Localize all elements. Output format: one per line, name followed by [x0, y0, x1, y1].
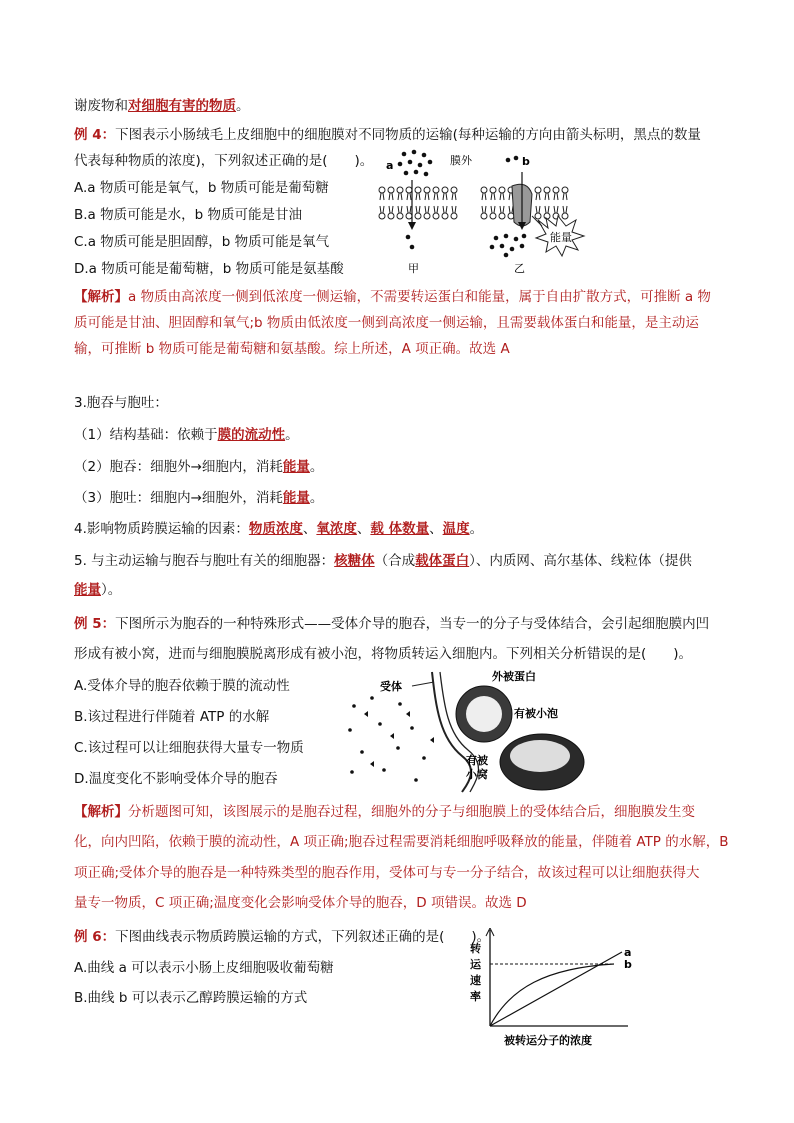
text: 5. 与主动运输与胞吞与胞吐有关的细胞器： — [74, 553, 335, 569]
ex5-option-c — [74, 738, 304, 758]
question-stem: 代表每种物质的浓度)，下列叙述正确的是( )。 — [74, 153, 374, 169]
text: 4.影响物质跨膜运输的因素： — [74, 521, 249, 537]
ex4-membrane-figure — [372, 146, 612, 278]
example-label: 例 5： — [74, 616, 116, 632]
option-text: B.曲线 b 可以表示乙醇跨膜运输的方式 — [74, 990, 308, 1006]
analysis-text: 化，向内凹陷，依赖于膜的流动性，A 项正确;胞吞过程需要消耗细胞呼吸释放的能量，伴随着 ATP 的水解，B — [74, 834, 729, 850]
lipid-bilayer-left — [379, 187, 457, 219]
key-term: 核糖体 — [334, 553, 375, 569]
label-energy: 能量 — [550, 231, 572, 244]
option-text: C.该过程可以让细胞获得大量专一物质 — [74, 740, 304, 756]
label-a: a — [386, 159, 394, 172]
question-stem: 下图表示小肠绒毛上皮细胞中的细胞膜对不同物质的运输(每种运输的方向由箭头标明，黑点的数量 — [115, 127, 701, 143]
ex4-stem-line1 — [74, 125, 701, 145]
text: （3）胞吐：细胞内→细胞外，消耗 — [74, 490, 283, 506]
ex5-option-d — [74, 769, 278, 789]
ex4-stem-line2 — [74, 151, 373, 171]
ex6-transport-curve-figure — [466, 928, 646, 1048]
analysis-text: 质可能是甘油、胆固醇和氧气;b 物质由低浓度一侧到高浓度一侧运输，且需要载体蛋白和能量，是主动运 — [74, 315, 699, 331]
ex6-option-b — [74, 988, 307, 1008]
ex5-stem-line1 — [74, 614, 709, 634]
label-yi: 乙 — [514, 262, 525, 275]
text: ）、内质网、高尔基体、线粒体（提供 — [469, 553, 692, 569]
analysis-text: 项正确;受体介导的胞吞是一种特殊类型的胞吞作用，受体可与专一分子结合，故该过程可以让细胞获得大 — [74, 865, 700, 881]
option-text: A.曲线 a 可以表示小肠上皮细胞吸收葡萄糖 — [74, 960, 334, 976]
analysis-text: a 物质由高浓度一侧到低浓度一侧运输，不需要转运蛋白和能量，属于自由扩散方式，可推断 a 物 — [128, 289, 711, 305]
section-3-item3 — [74, 488, 323, 508]
key-term: 能量 — [74, 582, 101, 598]
label-b: b — [522, 155, 530, 168]
key-term: 物质浓度 — [248, 521, 303, 537]
label-b: b — [624, 958, 632, 971]
ex4-analysis-line2 — [74, 313, 699, 333]
analysis-label: 【解析】 — [74, 804, 128, 820]
text: ）。 — [101, 582, 122, 598]
option-text: A.受体介导的胞吞依赖于膜的流动性 — [74, 678, 290, 694]
label-coated-pit: 有被 — [466, 754, 488, 767]
section-3-item1 — [74, 425, 299, 445]
text: （1）结构基础：依赖于 — [74, 427, 218, 443]
ex5-analysis-line2 — [74, 832, 729, 852]
section-5-line1 — [74, 551, 692, 571]
analysis-text: 分析题图可知，该图展示的是胞吞过程，细胞外的分子与细胞膜上的受体结合后，细胞膜发生变 — [128, 804, 695, 820]
ex5-option-a — [74, 676, 290, 696]
ex5-option-b — [74, 707, 269, 727]
question-stem: 形成有被小窝，进而与细胞膜脱离形成有被小泡，将物质转运入细胞内。下列相关分析错误的是( )。 — [74, 646, 693, 662]
curve-b — [490, 964, 614, 1026]
curve-a — [490, 952, 622, 1026]
label-receptor: 受体 — [380, 680, 402, 693]
label-coated-pit: 小窝 — [466, 768, 488, 781]
intro-line — [74, 96, 250, 116]
ex6-option-a — [74, 958, 334, 978]
key-term: 氧浓度 — [316, 521, 357, 537]
question-stem: 下图所示为胞吞的一种特殊形式——受体介导的胞吞，当专一的分子与受体结合，会引起细胞膜内凹 — [115, 616, 710, 632]
text: 。 — [236, 98, 250, 114]
example-label: 例 4： — [74, 127, 116, 143]
molecule-dots-a — [398, 150, 433, 177]
section-3-title — [74, 393, 168, 413]
option-text: A.a 物质可能是氧气，b 物质可能是葡萄糖 — [74, 180, 329, 196]
question-stem: 下图曲线表示物质跨膜运输的方式，下列叙述正确的是( )。 — [115, 929, 491, 945]
key-term: 能量 — [282, 459, 310, 475]
analysis-text: 输，可推断 b 物质可能是葡萄糖和氨基酸。综上所述，A 项正确。故选 A — [74, 341, 510, 357]
ex5-analysis-line3 — [74, 863, 700, 883]
ex5-stem-line2 — [74, 644, 692, 664]
ex6-stem — [74, 927, 490, 947]
text: 、 — [429, 521, 443, 537]
key-term: 载体蛋白 — [415, 553, 470, 569]
text: 。 — [309, 459, 324, 475]
option-text: B.该过程进行伴随着 ATP 的水解 — [74, 709, 270, 725]
ex4-option-c — [74, 232, 329, 252]
ex4-option-d — [74, 259, 344, 279]
ex5-analysis-line1 — [74, 802, 695, 822]
section-5-line2 — [74, 580, 121, 600]
example-label: 例 6： — [74, 929, 116, 945]
label-coat-protein: 外被蛋白 — [492, 670, 536, 683]
text: 。 — [309, 490, 324, 506]
option-text: B.a 物质可能是水，b 物质可能是甘油 — [74, 207, 302, 223]
key-term: 温度 — [442, 521, 470, 537]
label-coated-vesicle: 有被小泡 — [514, 707, 558, 720]
key-term: 载 体数量 — [370, 521, 430, 537]
arrow-head — [408, 222, 416, 230]
text: 、 — [302, 521, 317, 537]
option-text: C.a 物质可能是胆固醇，b 物质可能是氧气 — [74, 234, 330, 250]
text: 、 — [356, 521, 371, 537]
section-3-item2 — [74, 457, 323, 477]
ex4-option-a — [74, 178, 329, 198]
key-term: 膜的流动性 — [217, 427, 286, 443]
label-jia: 甲 — [408, 262, 419, 275]
label-a: a — [624, 946, 632, 959]
option-text: D.a 物质可能是葡萄糖，b 物质可能是氨基酸 — [74, 261, 344, 277]
text: （合成 — [374, 553, 416, 569]
key-term: 能量 — [282, 490, 310, 506]
molecule-scatter — [348, 696, 434, 782]
ex4-analysis-line3 — [74, 339, 510, 359]
text: 。 — [285, 427, 299, 443]
x-axis-label: 被转运分子的浓度 — [504, 1034, 592, 1047]
key-term: 对细胞有害的物质 — [128, 98, 236, 114]
y-axis-label: 率 — [470, 990, 481, 1003]
analysis-label: 【解析】 — [74, 289, 128, 305]
section-4 — [74, 519, 483, 539]
ex5-analysis-line4 — [74, 893, 527, 913]
ex4-option-b — [74, 205, 302, 225]
ex5-endocytosis-figure — [340, 668, 600, 794]
text: 。 — [469, 521, 484, 537]
y-axis-label: 转 — [470, 942, 481, 955]
label-outside: 膜外 — [450, 154, 472, 167]
molecule-dots-b — [506, 156, 519, 163]
analysis-text: 量专一物质，C 项正确;温度变化会影响受体介导的胞吞，D 项错误。故选 D — [74, 895, 527, 911]
ex4-analysis-line1 — [74, 287, 711, 307]
text: （2）胞吞：细胞外→细胞内，消耗 — [74, 459, 283, 475]
text: 谢废物和 — [74, 98, 128, 114]
section-title: 3.胞吞与胞吐： — [74, 395, 168, 411]
y-axis-label: 运 — [470, 958, 481, 971]
option-text: D.温度变化不影响受体介导的胞吞 — [74, 771, 278, 787]
y-axis-label: 速 — [470, 974, 481, 987]
